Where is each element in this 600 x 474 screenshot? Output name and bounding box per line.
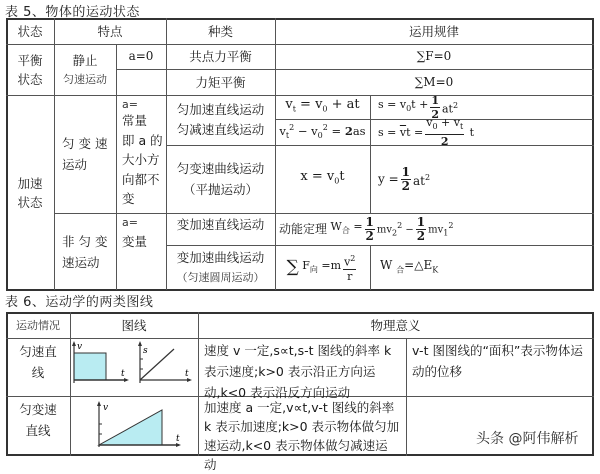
header-case: 运动情况 (16, 318, 60, 332)
law-sum-moment: ∑M=0 (414, 74, 454, 89)
condition-line: 大小方 (122, 152, 160, 168)
meaning-uniform-linear: 速度 v 一定,s∝t,s-t 图线的斜率 k 表示速度;k>0 表示沿正方向运动,k<0 表示沿反方向运动 (204, 343, 392, 400)
case-line: 直线 (25, 423, 51, 438)
formula-vertical: y = $\frac{1}{2}$ $at^2$ (378, 164, 431, 193)
header-meaning: 物理意义 (370, 317, 421, 333)
uniform-feature: 匀 变 速 运动 (62, 136, 108, 172)
note-area-displacement: v-t 图图线的“面积”表示物体运动的位移 (412, 343, 583, 379)
meaning-uniform-accelerated: 加速度 a 一定,v∝t,v-t 图线的斜率 k 表示加速度;k>0 表示物体做匀加速运动,k<0 表示物体做匀减速运动 (204, 400, 400, 472)
condition-line: 常量 (122, 113, 148, 129)
st-line-graph (138, 341, 192, 383)
feature-sub: 匀速运动 (63, 72, 107, 86)
case-line: 匀变速 (19, 402, 57, 417)
formula-work-energy: W $_合=\triangle E_K$ (380, 257, 439, 275)
header-kind: 种类 (207, 23, 233, 39)
uniform-motion-graphs (71, 339, 197, 395)
svg-text:v: v (77, 342, 83, 352)
header-feature: 特点 (97, 23, 123, 39)
table5-title: 表 5、物体的运动状态 (5, 5, 140, 20)
condition-line: 变 (122, 191, 135, 207)
equilibrium-feature (54, 44, 116, 95)
svg-text:t: t (121, 369, 125, 379)
equilibrium-state (6, 44, 54, 95)
case-uniform-linear (6, 338, 70, 396)
kind-variable-linear: 变加速直线运动 (176, 217, 265, 232)
case-uniform-accelerated (6, 396, 70, 455)
kind-line: 匀加速直线运动 (176, 102, 265, 117)
kind-line: （平抛运动） (182, 182, 258, 197)
kind-uniform-linear (166, 95, 275, 145)
formula-displacement: $s = v_0t$ + $\frac{1}{2}$ $at^2$ (378, 93, 459, 121)
condition-line: a= (122, 216, 138, 229)
formula-centripetal: ∑ $F_向 =m$ $\frac{v^2}{r}$ (286, 254, 356, 283)
state-line: 状态 (17, 194, 43, 210)
formula-average-velocity: $s = \overline{v}t$ = $\frac{v_0 + v_t}{2}$ t (378, 116, 475, 148)
condition-line: a= (122, 98, 138, 112)
uniform-condition (116, 95, 166, 213)
kind-line: 匀减速直线运动 (176, 122, 265, 137)
header-graph: 图线 (121, 317, 147, 333)
condition-line: 即 a 的 (122, 132, 163, 148)
equilibrium-condition: a=0 (128, 49, 154, 63)
condition-line: 向都不 (122, 171, 160, 187)
kind-uniform-curve (166, 145, 275, 213)
table6-title: 表 6、运动学的两类图线 (5, 295, 154, 310)
case-line: 线 (31, 365, 45, 380)
watermark: 头条 @阿伟解析 (476, 431, 579, 447)
formula-horizontal: $x = v_0t$ (300, 169, 345, 186)
kind-line: 匀变速曲线运动 (176, 161, 265, 176)
svg-text:t: t (176, 434, 180, 444)
law-sum-force: ∑F=0 (416, 49, 452, 63)
svg-text:v: v (103, 403, 109, 413)
condition-line: 变量 (122, 234, 148, 249)
header-state: 状态 (17, 23, 43, 39)
kind-line: （匀速圆周运动） (176, 270, 265, 284)
feature-main: 静止 (72, 52, 98, 68)
formula-velocity: $v_t = v_0$ + at (285, 97, 360, 114)
state-line: 状态 (17, 71, 43, 87)
nonuniform-condition (116, 213, 166, 290)
kind-torque: 力矩平衡 (195, 74, 246, 90)
svg-text:t: t (185, 369, 189, 379)
kind-concurrent-force: 共点力平衡 (189, 49, 252, 64)
state-line: 平衡 (17, 52, 43, 68)
state-line: 加速 (17, 175, 43, 191)
case-line: 匀速直 (19, 344, 57, 359)
vt-triangle-graph (71, 397, 197, 455)
accelerated-state (6, 95, 54, 290)
kind-variable-curve (166, 245, 275, 290)
formula-velocity-displacement: $v_t^2 - v_0^2 = 2as$ (279, 123, 366, 141)
nonuniform-feature: 非 匀 变 速运动 (62, 233, 108, 270)
header-law: 运用规律 (408, 23, 459, 39)
law-kinetic-energy: 动能定理 $W_合$ = $\frac{1}{2}$ $mv_2^2$ − $\frac{1}{2}$ $mv_1^2$ (279, 214, 454, 243)
kind-line: 变加速曲线运动 (176, 249, 265, 265)
svg-text:s: s (143, 346, 148, 356)
vt-rectangle-graph (72, 341, 129, 383)
